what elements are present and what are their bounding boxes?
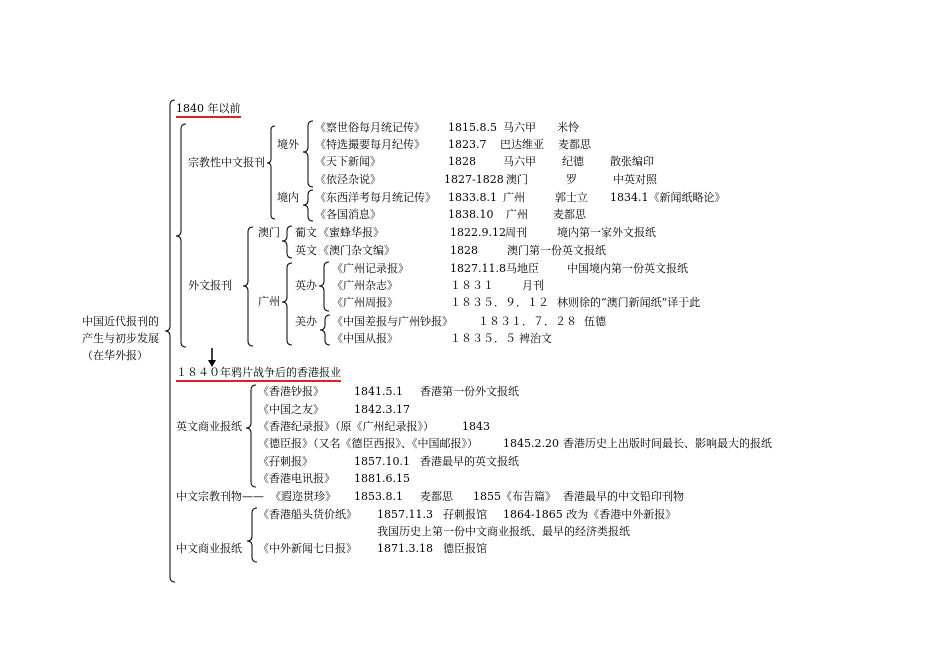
paper-date: 1857.10.1 [354,455,410,468]
category-religious-chinese: 宗教性中文报刊 [188,156,265,169]
paper-frequency: 周刊 [505,226,527,239]
category-english-commercial: 英文商业报纸 [176,420,242,433]
section-heading-pre-1840: 1840 年以前 [176,102,241,118]
paper-date: 1871.3.18 [377,542,433,555]
paper-founder: 郭士立 [555,191,588,204]
paper-language: 葡文 [295,226,317,239]
subcategory-macau: 澳门 [258,226,280,239]
paper-date: 1842.3.17 [354,403,410,416]
paper-date: 1881.6.15 [354,472,410,485]
paper-date: 1827-1828 [444,173,504,186]
paper-name: 《广州记录报》 [332,262,409,275]
paper-name: 《中国差报与广州钞报》 [332,315,453,328]
brace-english-commercial [246,385,256,487]
paper-place: 马六甲 [503,155,536,168]
paper-name: 《广州周报》 [332,296,398,309]
paper-note: 散张编印 [610,155,654,168]
down-arrow-icon [208,348,216,367]
paper-name: 《天下新闻》 [315,155,381,168]
paper-name: 《德臣报》（又名《德臣西报》、《中国邮报》） [258,437,478,450]
paper-extra: 1855《布告篇》 [473,490,556,503]
paper-date: 1841.5.1 [354,385,403,398]
brace-pre-1840 [176,124,186,347]
paper-note: 香港最早的中文铅印刊物 [563,490,684,503]
paper-language: 英文 [295,244,317,257]
paper-name: 《依泾杂说》 [315,173,381,186]
paper-place: 澳门 [506,173,528,186]
root-title-line: （在华外报） [82,349,148,362]
paper-place: 广州 [506,208,528,221]
paper-name: 《香港船头货价纸》 [258,508,357,521]
root-title-line: 产生与初步发展 [82,332,159,345]
paper-founder: 麦都思 [558,138,591,151]
paper-founder: 麦都思 [553,208,586,221]
paper-date: 1823.7 [448,138,487,151]
paper-name: 《中外新闻七日报》 [258,542,357,555]
paper-date: 1845.2.20 [503,437,559,450]
paper-name: 《各国消息》 [315,208,381,221]
subcategory-overseas: 境外 [277,138,299,151]
paper-name: 《澳门杂文编》 [318,244,395,257]
paper-date: １８３５．９．１２ [450,296,549,309]
paper-note: 中英对照 [613,173,657,186]
paper-founder: 麦都思 [420,490,453,503]
brace-macau [282,226,292,258]
paper-date: 1828 [448,155,476,168]
paper-date: 1843 [462,420,490,433]
paper-name: 《东西洋考每月统记传》 [315,191,436,204]
paper-remark: 我国历史上第一份中文商业报纸、最早的经济类报纸 [377,525,630,538]
brace-chinese-commercial [247,508,257,562]
paper-name: 《香港电讯报》 [258,472,335,485]
paper-note: 香港最早的英文报纸 [420,455,519,468]
brace-root [165,100,175,582]
brace-domestic [303,190,313,221]
paper-date: 1822.9.12 [450,226,506,239]
paper-name: 《香港纪录报》（原《广州纪录报》） [258,420,434,433]
paper-note: 境内第一家外文报纸 [557,226,656,239]
paper-name: 《香港钞报》 [258,385,324,398]
paper-note: 澳门第一份英文报纸 [507,244,606,257]
paper-publisher: 孖刺报馆 [443,508,487,521]
brace-british [319,262,329,311]
brace-american [320,315,330,345]
paper-note: 1834.1《新闻纸略论》 [610,191,726,204]
paper-name: 《特选撮要每月纪传》 [315,138,425,151]
subcategory-british-run: 英办 [295,279,317,292]
category-chinese-commercial: 中文商业报纸 [176,542,242,555]
paper-note: 香港第一份外文报纸 [420,385,519,398]
paper-name: 《蜜蜂华报》 [318,226,384,239]
paper-founder: 米怜 [557,121,579,134]
paper-date: １８３１ [450,279,494,292]
paper-date: １８３１．７．２８ [478,315,577,328]
paper-date: 1838.10 [448,208,494,221]
paper-date: 1815.8.5 [448,121,497,134]
subcategory-american-run: 美办 [295,315,317,328]
section-heading-post-1840: １８４０年鸦片战争后的香港报业 [176,366,341,382]
paper-name: 《中国从报》 [332,332,398,345]
paper-date: 1833.8.1 [448,191,497,204]
paper-founder: 纪德 [562,155,584,168]
category-chinese-religious: 中文宗教刊物—— [176,490,264,503]
brace-guangzhou [282,263,292,345]
brace-religious [267,126,275,219]
paper-publisher: 德臣报馆 [443,542,487,555]
paper-founder: 伍德 [584,315,606,328]
paper-place: 广州 [503,191,525,204]
paper-note: 中国境内第一份英文报纸 [567,262,688,275]
brace-foreign [243,227,253,346]
paper-note: 香港历史上出版时间最长、影响最大的报纸 [563,437,772,450]
paper-date: １８３５．５ [450,332,516,345]
paper-date: 1828 [450,244,478,257]
subcategory-domestic: 境内 [277,191,299,204]
paper-note: 林则徐的“澳门新闻纸”译于此 [557,296,701,309]
category-foreign-language: 外文报刊 [188,279,232,292]
paper-founder: 马地臣 [506,262,539,275]
paper-name: 《遐迩贯珍》 [270,490,336,503]
paper-frequency: 月刊 [522,279,544,292]
paper-founder: 罗 [566,173,577,186]
subcategory-guangzhou: 广州 [258,295,280,308]
paper-name: 《广州杂志》 [332,279,398,292]
paper-date: 1853.8.1 [354,490,403,503]
paper-name: 《察世俗每月统记传》 [315,121,425,134]
brace-overseas [303,121,313,187]
paper-place: 马六甲 [503,121,536,134]
paper-date: 1827.11.8 [450,262,506,275]
root-title-line: 中国近代报刊的 [82,315,159,328]
paper-name: 《孖刺报》 [258,455,313,468]
paper-name: 《中国之友》 [258,403,324,416]
paper-note: 1864-1865 改为《香港中外新报》 [503,508,677,521]
paper-founder: 裨治文 [519,332,552,345]
paper-date: 1857.11.3 [377,508,433,521]
paper-place: 巴达维亚 [500,138,544,151]
